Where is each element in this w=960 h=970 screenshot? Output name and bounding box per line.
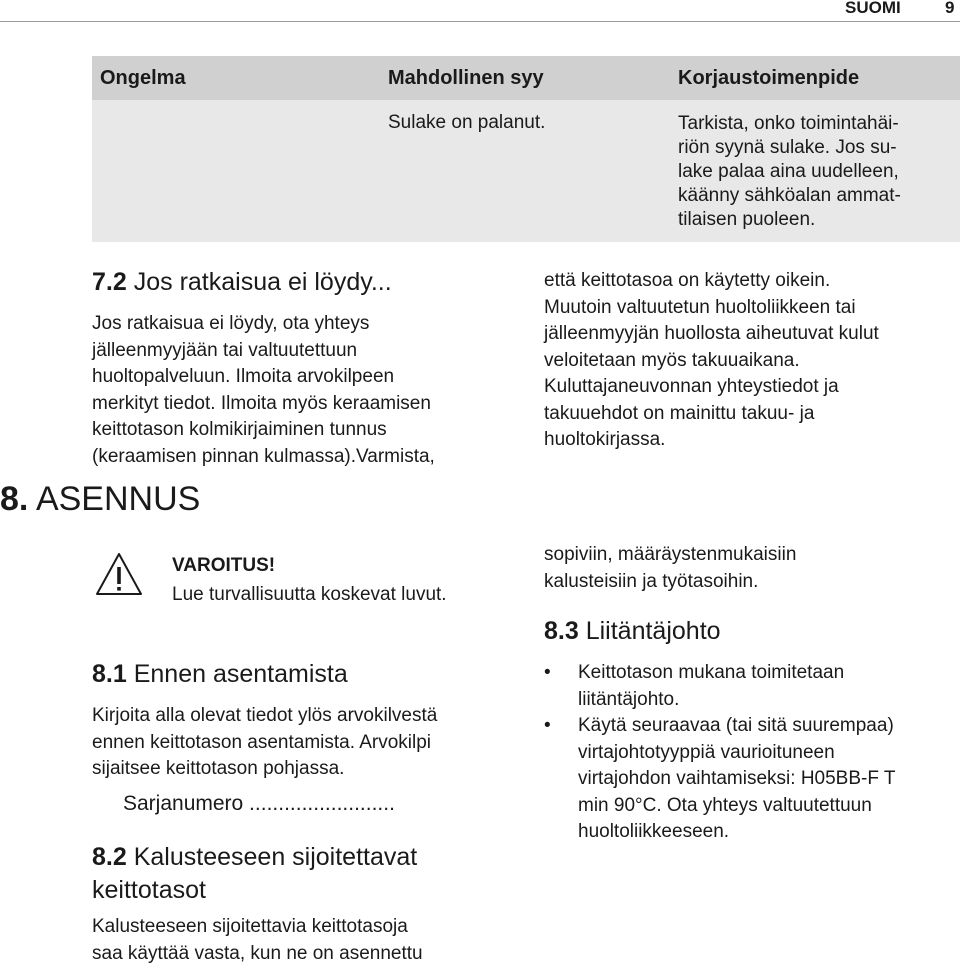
text-line: sijaitsee keittotason pohjassa. xyxy=(92,758,345,779)
section-8-3-heading xyxy=(544,617,721,646)
section-8-1-text xyxy=(92,703,532,783)
section-title: Jos ratkaisua ei löydy... xyxy=(133,268,392,296)
text-line: keittotason kolmikirjaiminen tunnus xyxy=(92,419,387,440)
text-line: (keraamisen pinnan kulmassa).Varmista, xyxy=(92,445,435,467)
section-8-3-bullet-list xyxy=(544,660,960,846)
text-line: Kuluttajaneuvonnan yhteystiedot ja xyxy=(544,376,839,397)
section-number: 8.1 xyxy=(92,660,127,688)
chapter-title: ASENNUS xyxy=(35,480,201,518)
text-line: Kalusteeseen sijoitettavia keittotasoja xyxy=(92,916,408,937)
text-line: saa käyttää vasta, kun ne on asennettu xyxy=(92,942,423,964)
text-line: virtajohtotyyppiä vaurioituneen xyxy=(578,741,835,763)
warning-text: Lue turvallisuutta koskevat luvut. xyxy=(172,584,447,605)
chapter-8-heading xyxy=(0,480,200,519)
table-header-action: Korjaustoimenpide xyxy=(678,67,860,89)
text-line: virtajohdon vaihtamiseksi: H05BB-F T xyxy=(578,768,896,789)
table-cell-action: Tarkista, onko toimintahäi- riön syynä sulake. Jos su- lake palaa aina uudelleen, käänny sähköalan ammat- tilaisen puoleen. xyxy=(678,113,901,230)
table-header-cause: Mahdollinen syy xyxy=(388,67,544,89)
header-rule xyxy=(0,21,960,22)
text-line: kalusteisiin ja työtasoihin. xyxy=(544,570,759,592)
text-line: ennen keittotason asentamista. Arvokilpi xyxy=(92,731,432,753)
table-cell-cause: Sulake on palanut. xyxy=(388,112,546,133)
text-line: jälleenmyyjään tai valtuutettuun xyxy=(92,339,358,361)
section-title: Ennen asentamista xyxy=(133,660,348,688)
text-line: huoltopalveluun. Ilmoita arvokilpeen xyxy=(92,366,395,387)
text-line: Muutoin valtuutetun huoltoliikkeen tai xyxy=(544,296,856,318)
text-line: jälleenmyyjän huollosta aiheutuvat kulut xyxy=(544,323,879,344)
section-8-1-heading xyxy=(92,660,348,689)
section-number: 8.2 xyxy=(92,843,127,871)
section-7-2-text xyxy=(92,311,532,470)
warning-title: VAROITUS! xyxy=(172,555,276,576)
text-line: min 90°C. Ota yhteys valtuutettuun xyxy=(578,794,872,816)
section-title-continued: keittotasot xyxy=(92,876,206,904)
section-number: 7.2 xyxy=(92,268,127,296)
table-header-row xyxy=(92,56,960,100)
section-7-2-heading xyxy=(92,268,392,297)
bullet-icon: • xyxy=(544,662,551,683)
serial-number-field: Sarjanumero ......................... xyxy=(123,792,395,815)
section-8-2-heading xyxy=(92,841,417,907)
section-7-2-text-continued xyxy=(544,268,954,454)
text-line: sopiviin, määräystenmukaisiin xyxy=(544,544,797,565)
text-line: huoltoliikkeeseen. xyxy=(578,821,730,842)
section-title: Kalusteeseen sijoitettavat xyxy=(133,843,418,871)
bullet-icon: • xyxy=(544,715,551,736)
list-item xyxy=(544,660,960,713)
list-item xyxy=(544,713,960,846)
text-line: takuuehdot on mainittu takuu- ja xyxy=(544,402,815,424)
warning-icon xyxy=(94,550,144,600)
table-header-problem: Ongelma xyxy=(100,67,186,89)
page-number: 9 xyxy=(945,0,955,17)
text-line: Käytä seuraavaa (tai sitä suurempaa) xyxy=(578,715,894,736)
text-line: veloitetaan myös takuuaikana. xyxy=(544,349,800,371)
text-line: liitäntäjohto. xyxy=(578,688,680,710)
header-language: SUOMI xyxy=(845,0,901,17)
troubleshooting-table xyxy=(92,56,960,242)
chapter-number: 8. xyxy=(0,480,29,518)
section-8-2-text xyxy=(92,914,532,967)
text-line: Kirjoita alla olevat tiedot ylös arvokilvestä xyxy=(92,705,438,726)
text-line: huoltokirjassa. xyxy=(544,429,666,450)
section-title: Liitäntäjohto xyxy=(585,617,721,645)
section-8-2-text-continued xyxy=(544,542,954,595)
page-header xyxy=(0,0,960,22)
text-line: että keittotasoa on käytetty oikein. xyxy=(544,270,831,291)
section-number: 8.3 xyxy=(544,617,579,645)
text-line: Jos ratkaisua ei löydy, ota yhteys xyxy=(92,313,370,334)
text-line: merkityt tiedot. Ilmoita myös keraamisen xyxy=(92,392,431,414)
text-line: Keittotason mukana toimitetaan xyxy=(578,662,845,683)
